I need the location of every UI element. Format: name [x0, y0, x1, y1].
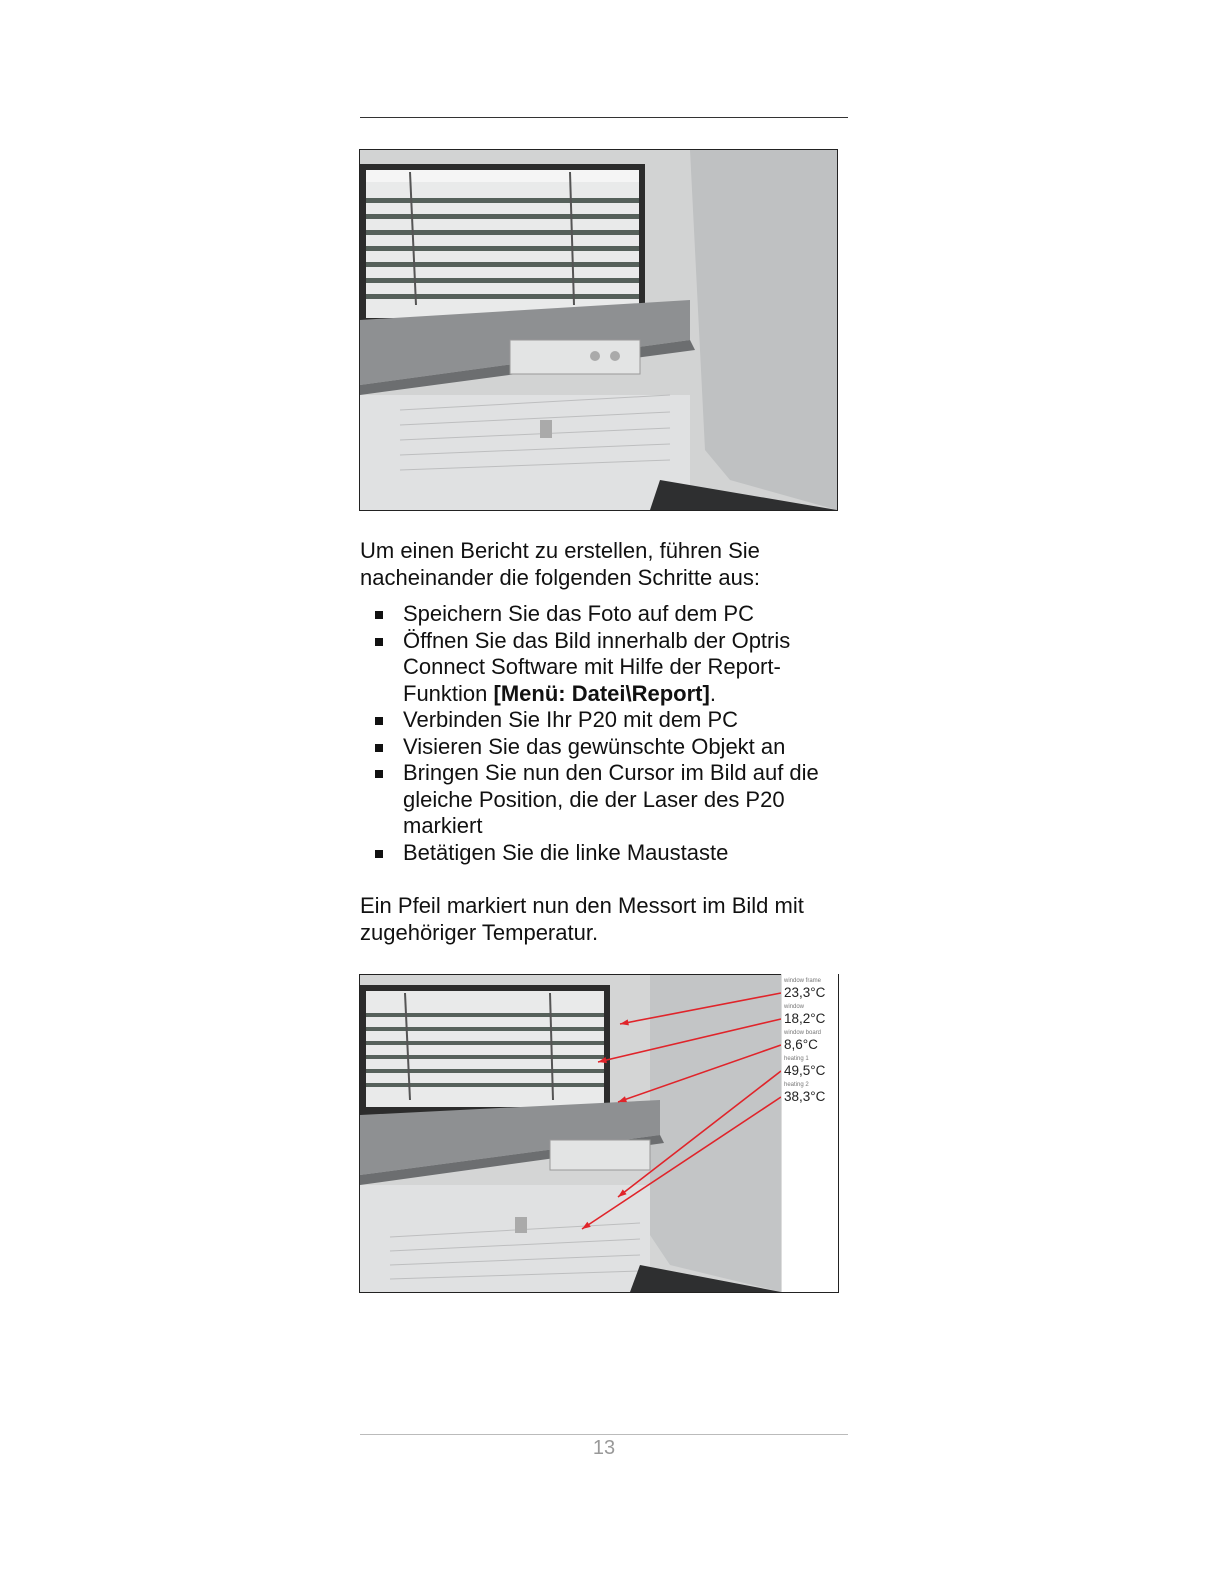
square-bullet-icon — [375, 638, 383, 646]
list-item: Visieren Sie das gewünschte Objekt an — [360, 734, 850, 761]
outro-paragraph: Ein Pfeil markiert nun den Messort im Bild mit zugehöriger Temperatur. — [360, 893, 804, 945]
step-list — [360, 601, 850, 866]
square-bullet-icon — [375, 850, 383, 858]
intro-paragraph: Um einen Bericht zu erstellen, führen Sie nacheinander die folgenden Schritte aus: — [360, 538, 760, 590]
list-item: Verbinden Sie Ihr P20 mit dem PC — [360, 707, 850, 734]
square-bullet-icon — [375, 611, 383, 619]
header-rule — [360, 117, 848, 118]
list-item: Öffnen Sie das Bild innerhalb der Optris Connect Software mit Hilfe der Report-Funktion [Menü: Datei\Report]. — [360, 628, 850, 708]
legend-entry: heating 1 49,5°C — [784, 1056, 826, 1078]
square-bullet-icon — [375, 717, 383, 725]
legend-entry: window 18,2°C — [784, 1004, 826, 1026]
legend-entry: window board 8,6°C — [784, 1030, 822, 1052]
list-item: Betätigen Sie die linke Maustaste — [360, 840, 850, 867]
page-number: 13 — [592, 1437, 616, 1459]
legend-entry: heating 2 38,3°C — [784, 1082, 826, 1104]
menu-path: [Menü: Datei\Report] — [493, 680, 710, 706]
legend-entry: window frame 23,3°C — [784, 978, 826, 1000]
temperature-legend — [781, 974, 838, 1292]
report-photo — [359, 974, 839, 1293]
list-item: Bringen Sie nun den Cursor im Bild auf die gleiche Position, die der Laser des P20 markiert — [360, 760, 850, 840]
square-bullet-icon — [375, 744, 383, 752]
list-item: Speichern Sie das Foto auf dem PC — [360, 601, 850, 628]
square-bullet-icon — [375, 770, 383, 778]
footer-rule — [360, 1434, 848, 1435]
room-photo — [359, 149, 838, 511]
